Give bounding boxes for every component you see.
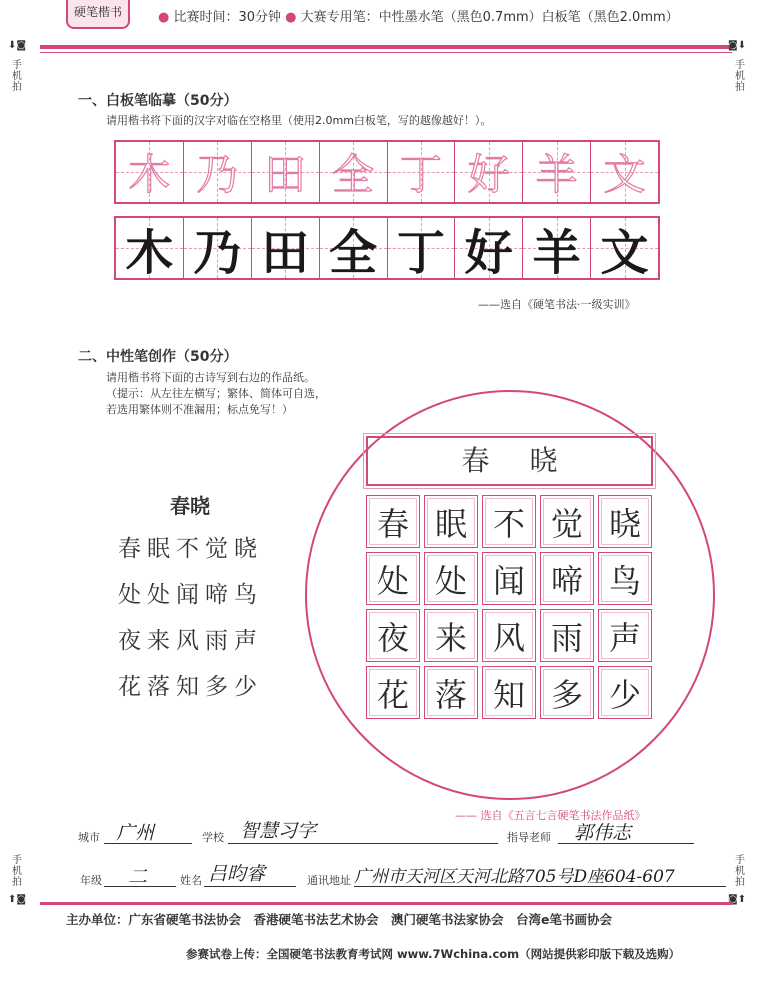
instruction-line: （提示：从左往左横写；繁体、简体可自选，	[106, 387, 326, 400]
work-row	[366, 552, 656, 605]
poem-line: 花落知多少	[118, 674, 263, 700]
side-char: 拍	[12, 82, 22, 93]
section2-source: —— 选自《五言七言硬笔书法作品纸》	[455, 809, 646, 822]
grade-field[interactable]: 二	[128, 866, 148, 888]
work-cell[interactable]: 花	[366, 666, 420, 719]
trace-char: 全	[332, 150, 375, 199]
top-rule	[40, 45, 732, 49]
teacher-label: 指导老师	[507, 831, 551, 844]
trace-char: 文	[603, 150, 646, 199]
trace-cell[interactable]	[320, 142, 388, 202]
teacher-field[interactable]: 郭伟志	[574, 822, 632, 844]
side-char: 机	[735, 71, 745, 82]
section2-title: 二、中性笔创作（50分）	[78, 349, 238, 365]
model-char: 丁	[396, 224, 445, 281]
school-underline	[228, 843, 498, 844]
work-cell[interactable]: 少	[598, 666, 652, 719]
model-cell	[252, 218, 320, 281]
section1-title: 一、白板笔临摹（50分）	[78, 93, 238, 109]
city-field[interactable]: 广州	[116, 822, 155, 844]
model-cell	[320, 218, 388, 281]
trace-cell[interactable]	[455, 142, 523, 202]
work-cell[interactable]: 啼	[540, 552, 594, 605]
school-field[interactable]: 智慧习字	[240, 820, 317, 842]
work-cell[interactable]: 处	[366, 552, 420, 605]
work-cell[interactable]: 觉	[540, 495, 594, 548]
model-cell	[455, 218, 523, 281]
side-char: 手	[12, 60, 22, 71]
top-rule-thin	[40, 52, 732, 53]
model-grid	[114, 216, 660, 280]
side-label-right-top	[733, 60, 747, 93]
model-char: 木	[125, 224, 174, 281]
city-label: 城市	[78, 831, 100, 844]
upload-info: 参赛试卷上传：全国硬笔书法教育考试网 www.7Wchina.com（网站提供彩印版下载及选购）	[186, 947, 681, 961]
trace-char: 羊	[535, 150, 578, 199]
trace-cell[interactable]	[388, 142, 456, 202]
model-cell	[591, 218, 658, 281]
section1-source: ——选自《硬笔书法·一级实训》	[478, 298, 636, 311]
model-cell	[116, 218, 184, 281]
work-cell[interactable]: 多	[540, 666, 594, 719]
address-label: 通讯地址	[307, 874, 351, 887]
bullet-icon: ●	[285, 10, 297, 25]
poem-line: 处处闻啼鸟	[118, 582, 263, 608]
section1-instruction: 请用楷书将下面的汉字对临在空格里（使用2.0mm白板笔，写的越像越好！）。	[106, 114, 492, 127]
model-char: 好	[464, 224, 513, 281]
side-label-left-bottom	[10, 855, 24, 888]
trace-cell[interactable]	[252, 142, 320, 202]
side-char: 拍	[735, 82, 745, 93]
work-cell[interactable]: 闻	[482, 552, 536, 605]
trace-char: 好	[467, 150, 510, 199]
work-grid	[366, 495, 656, 723]
work-row	[366, 666, 656, 719]
side-char: 手	[735, 60, 745, 71]
work-cell[interactable]: 处	[424, 552, 478, 605]
poem-title: 春晓	[170, 494, 210, 518]
trace-char: 乃	[196, 150, 239, 199]
side-char: 机	[12, 866, 22, 877]
work-cell[interactable]: 风	[482, 609, 536, 662]
grade-label: 年级	[80, 874, 102, 887]
work-cell[interactable]: 雨	[540, 609, 594, 662]
work-cell[interactable]: 晓	[598, 495, 652, 548]
work-cell[interactable]: 夜	[366, 609, 420, 662]
model-char: 羊	[532, 224, 581, 281]
trace-cell[interactable]	[184, 142, 252, 202]
name-underline	[204, 886, 296, 887]
instruction-line: 请用楷书将下面的古诗写到右边的作品纸。	[106, 371, 315, 384]
trace-char: 田	[264, 150, 307, 199]
address-field[interactable]: 广州市天河区天河北路705号D座604-607	[354, 867, 675, 887]
work-cell[interactable]: 鸟	[598, 552, 652, 605]
work-cell[interactable]: 声	[598, 609, 652, 662]
work-cell[interactable]: 不	[482, 495, 536, 548]
pen-requirements: 大赛专用笔：中性墨水笔（黑色0.7mm）白板笔（黑色2.0mm）	[300, 10, 679, 25]
model-char: 全	[329, 224, 378, 281]
camera-icon: ⬇◙	[8, 40, 27, 51]
model-char: 乃	[193, 224, 242, 281]
camera-icon: ◙⬇	[728, 40, 747, 51]
camera-icon: ⬆◙	[8, 894, 27, 905]
camera-icon: ◙⬆	[728, 894, 747, 905]
model-cell	[184, 218, 252, 281]
header-tag: 硬笔楷书	[66, 0, 130, 29]
header-info	[158, 6, 679, 25]
work-cell[interactable]: 春	[366, 495, 420, 548]
side-char: 手	[735, 855, 745, 866]
trace-grid	[114, 140, 660, 204]
side-char: 拍	[12, 877, 22, 888]
model-char: 文	[600, 224, 649, 281]
work-cell[interactable]: 来	[424, 609, 478, 662]
trace-cell[interactable]	[591, 142, 658, 202]
side-char: 机	[12, 71, 22, 82]
trace-char: 木	[128, 150, 171, 199]
work-cell[interactable]: 落	[424, 666, 478, 719]
name-field[interactable]: 吕昀睿	[208, 863, 266, 885]
work-title-box[interactable]: 春晓	[366, 436, 653, 486]
sponsors: 主办单位：广东省硬笔书法协会 香港硬笔书法艺术协会 澳门硬笔书法家协会 台湾e笔书画协会	[66, 912, 612, 927]
trace-cell[interactable]	[116, 142, 184, 202]
side-char: 机	[735, 866, 745, 877]
model-char: 田	[261, 224, 310, 281]
poem-line: 春眠不觉晓	[118, 536, 263, 562]
work-cell[interactable]: 眠	[424, 495, 478, 548]
side-char: 手	[12, 855, 22, 866]
side-char: 拍	[735, 877, 745, 888]
name-label: 姓名	[180, 874, 202, 887]
work-row	[366, 609, 656, 662]
work-row	[366, 495, 656, 548]
poem-line: 夜来风雨声	[118, 628, 263, 654]
bottom-rule	[40, 902, 732, 905]
instruction-line: 若选用繁体则不准漏用；标点免写！）	[106, 403, 293, 416]
work-cell[interactable]: 知	[482, 666, 536, 719]
school-label: 学校	[202, 831, 224, 844]
trace-char: 丁	[399, 150, 442, 199]
side-label-right-bottom	[733, 855, 747, 888]
exam-time: 比赛时间：30分钟	[173, 10, 282, 25]
trace-cell[interactable]	[523, 142, 591, 202]
model-cell	[523, 218, 591, 281]
model-cell	[388, 218, 456, 281]
side-label-left-top	[10, 60, 24, 93]
bullet-icon: ●	[158, 10, 170, 25]
section2-instruction	[106, 370, 326, 418]
